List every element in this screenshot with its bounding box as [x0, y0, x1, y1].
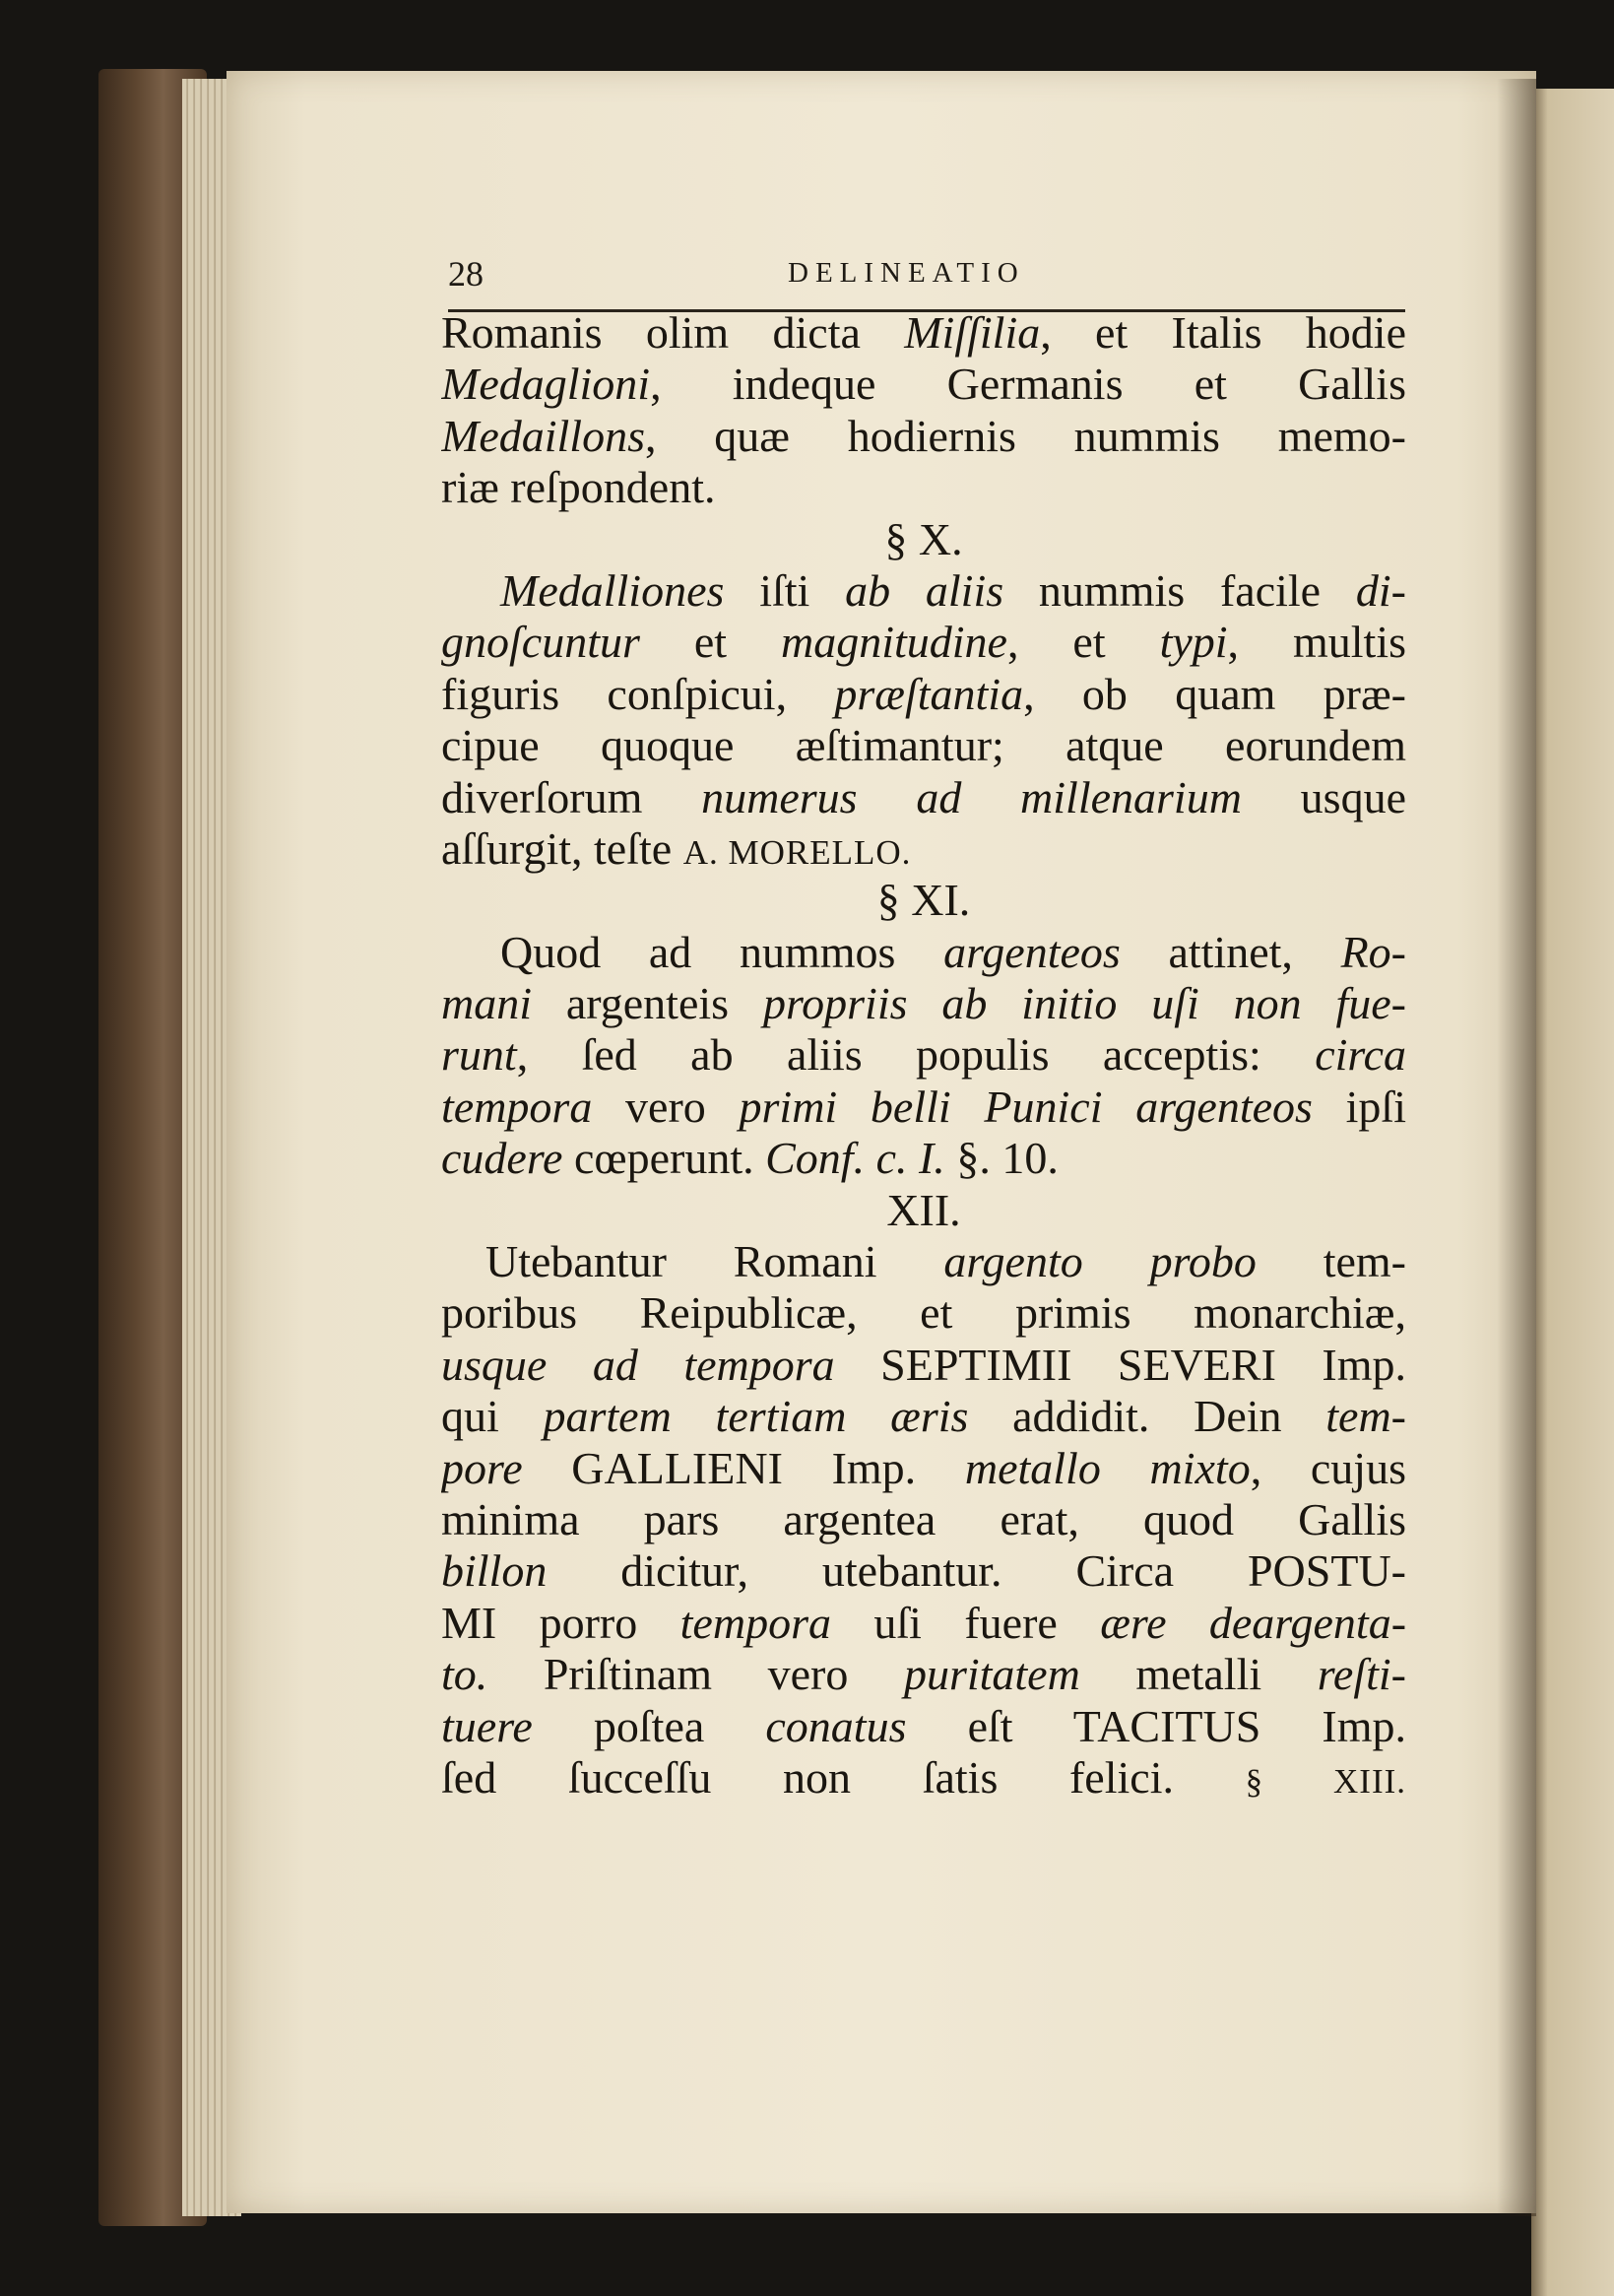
text-line: tempora vero primi belli Punici argenteos ipſi	[441, 1081, 1406, 1132]
body-text	[441, 307, 1406, 1804]
text-line: minima pars argentea erat, quod Gallis	[441, 1493, 1406, 1544]
text-line: diverſorum numerus ad millenarium usque	[441, 771, 1406, 822]
section-heading: § X.	[884, 513, 963, 564]
text-line: runt, ſed ab aliis populis acceptis: circa	[441, 1029, 1406, 1081]
text-line: MI porro tempora uſi fuere ære deargenta-	[441, 1597, 1406, 1648]
text-line: usque ad tempora SEPTIMII SEVERI Imp.	[441, 1339, 1406, 1390]
text-line: figuris conſpicui, præſtantia, ob quam præ-	[441, 668, 1406, 719]
text-line: cipue quoque æſtimantur; atque eorundem	[441, 720, 1406, 771]
catchword: § XIII.	[1245, 1761, 1406, 1801]
text-line: riæ reſpondent.	[441, 462, 716, 513]
gutter-shadow	[1497, 79, 1536, 2216]
text-line: to. Priſtinam vero puritatem metalli reſti-	[441, 1649, 1406, 1700]
section-heading: § XI.	[876, 875, 971, 926]
text-line: Medalliones iſti ab aliis nummis facile di-	[500, 564, 1406, 616]
text-line: Utebantur Romani argento probo tem-	[485, 1236, 1406, 1287]
text-line: billon dicitur, utebantur. Circa POSTU-	[441, 1545, 1406, 1597]
text-line: ſed ſucceſſu non ſatis felici. § XIII.	[441, 1751, 1406, 1803]
text-line: pore GALLIENI Imp. metallo mixto, cujus	[441, 1442, 1406, 1493]
text-line: Quod ad nummos argenteos attinet, Ro-	[500, 926, 1406, 977]
text-line: gnoſcuntur et magnitudine, et typi, multis	[441, 617, 1406, 668]
text-line: aſſurgit, teſte A. MORELLO.	[441, 822, 912, 874]
text-line: tuere poſtea conatus eſt TACITUS Imp.	[441, 1700, 1406, 1751]
text-line: Medaillons, quæ hodiernis nummis memo-	[441, 410, 1406, 461]
facing-page-edge	[1531, 89, 1614, 2296]
text-line: mani argenteis propriis ab initio uſi non fue-	[441, 978, 1406, 1029]
text-line: cudere cœperunt. Conf. c. I. §. 10.	[441, 1133, 1059, 1184]
page-header	[448, 251, 1403, 310]
text-line: qui partem tertiam æris addidit. Dein tem-	[441, 1391, 1406, 1442]
page-number: 28	[448, 254, 484, 294]
running-head: DELINEATIO	[788, 257, 1025, 289]
section-heading: XII.	[886, 1184, 961, 1235]
text-line: Medaglioni, indeque Germanis et Gallis	[441, 359, 1406, 410]
text-line: Romanis olim dicta Miſſilia, et Italis hodie	[441, 307, 1406, 358]
text-line: poribus Reipublicæ, et primis monarchiæ,	[441, 1287, 1406, 1339]
